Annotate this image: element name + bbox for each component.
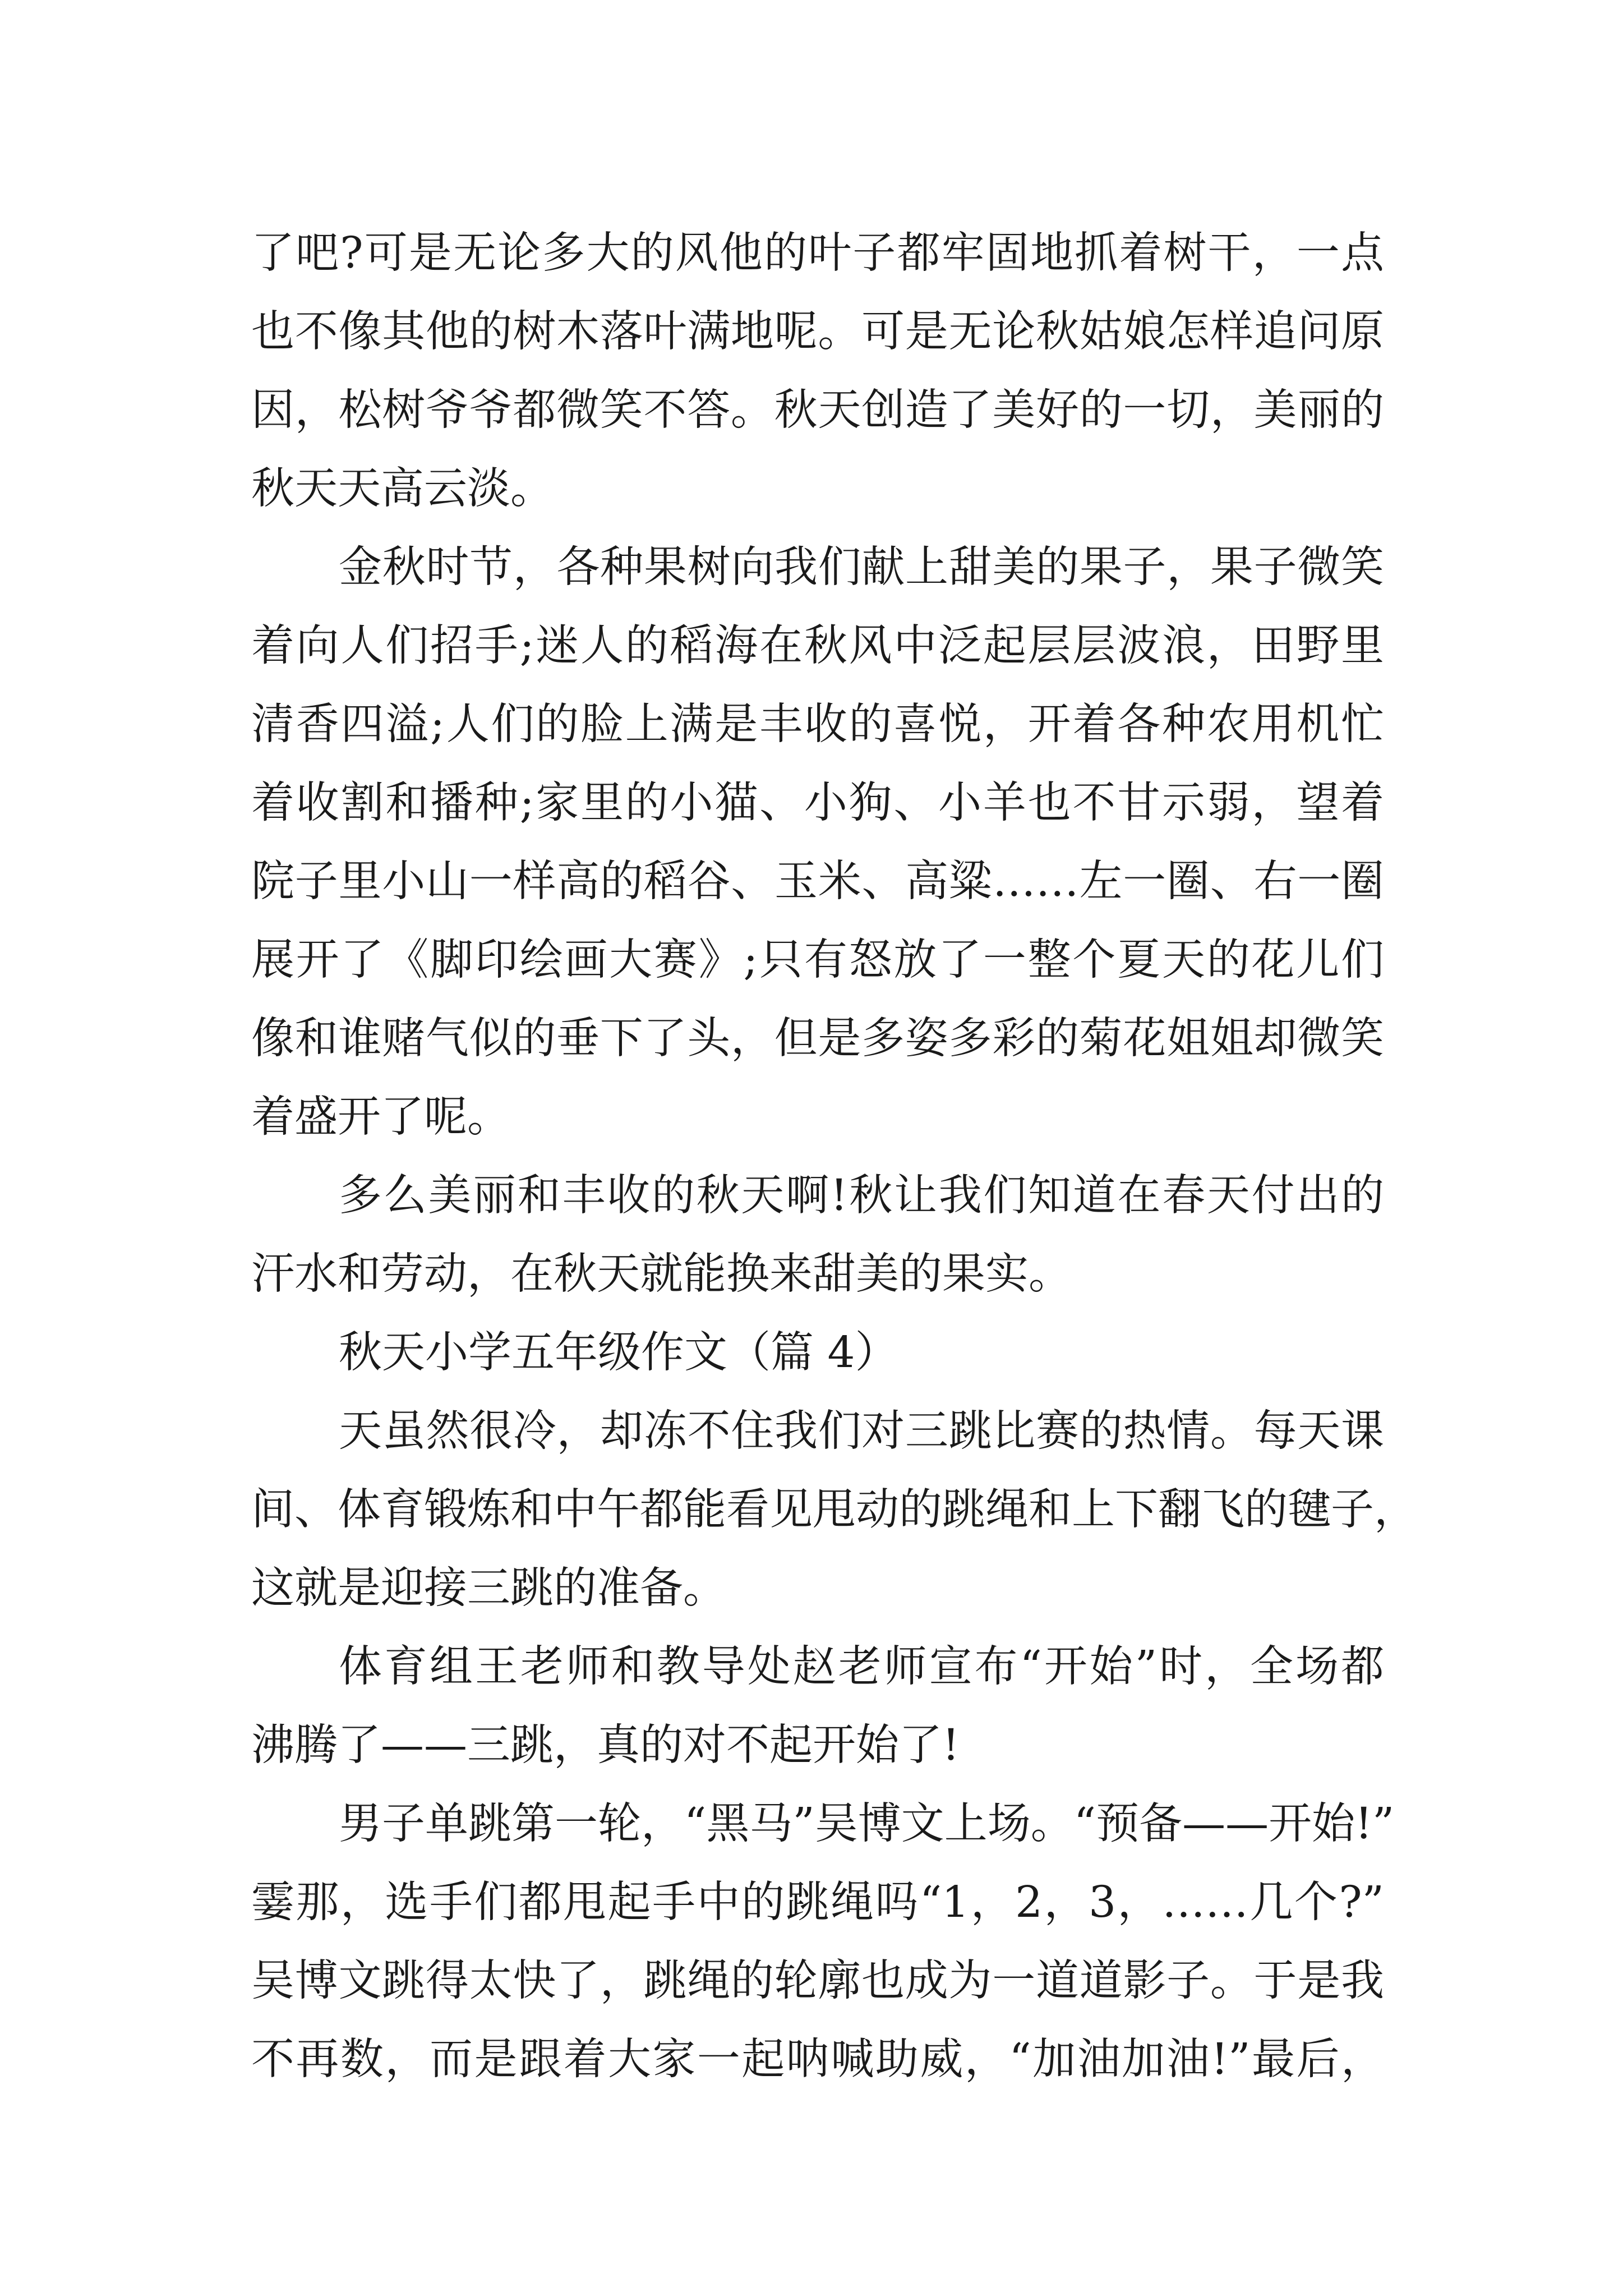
- document-body: [251, 214, 1417, 2099]
- paragraph-line: 金秋时节，各种果树向我们献上甜美的果子，果子微笑: [339, 542, 1384, 592]
- paragraph-line: 沸腾了——三跳，真的对不起开始了!: [251, 1720, 960, 1770]
- paragraph-line: 着盛开了呢。: [251, 1092, 510, 1142]
- paragraph-line: 天虽然很冷，却冻不住我们对三跳比赛的热情。每天课: [339, 1406, 1384, 1456]
- paragraph-line: 霎那，选手们都甩起手中的跳绳吗“1，2，3，……几个?”: [251, 1878, 1384, 1927]
- paragraph-line: 清香四溢;人们的脸上满是丰收的喜悦，开着各种农用机忙: [251, 700, 1384, 749]
- paragraph-line: 不再数，而是跟着大家一起呐喊助威，“加油加油!”最后，: [251, 2035, 1384, 2085]
- paragraph-line: 吴博文跳得太快了，跳绳的轮廓也成为一道道影子。于是我: [251, 1956, 1384, 2006]
- paragraph-line: 像和谁赌气似的垂下了头，但是多姿多彩的菊花姐姐却微笑: [251, 1014, 1384, 1064]
- paragraph-line: 秋天天高云淡。: [251, 464, 554, 514]
- paragraph-line: 也不像其他的树木落叶满地呢。可是无论秋姑娘怎样追问原: [251, 307, 1384, 357]
- paragraph-line: 汗水和劳动，在秋天就能换来甜美的果实。: [251, 1249, 1072, 1299]
- paragraph-line: 展开了《脚印绘画大赛》;只有怒放了一整个夏天的花儿们: [251, 935, 1384, 985]
- paragraph-line: 院子里小山一样高的稻谷、玉米、高粱……左一圈、右一圈: [251, 857, 1384, 907]
- section-heading: 秋天小学五年级作文（篇 4）: [339, 1328, 898, 1378]
- paragraph-line: 了吧?可是无论多大的风他的叶子都牢固地抓着树干，一点: [251, 228, 1384, 278]
- paragraph-line: 因，松树爷爷都微笑不答。秋天创造了美好的一切，美丽的: [251, 385, 1384, 435]
- paragraph-line: 体育组王老师和教导处赵老师宣布“开始”时，全场都: [339, 1642, 1384, 1692]
- paragraph-line: 着收割和播种;家里的小猫、小狗、小羊也不甘示弱，望着: [251, 778, 1384, 828]
- paragraph-line: 着向人们招手;迷人的稻海在秋风中泛起层层波浪，田野里: [251, 621, 1384, 671]
- paragraph-line: 多么美丽和丰收的秋天啊!秋让我们知道在春天付出的: [339, 1171, 1384, 1221]
- paragraph-line: 这就是迎接三跳的准备。: [251, 1563, 726, 1613]
- paragraph-line: 间、体育锻炼和中午都能看见甩动的跳绳和上下翻飞的毽子，: [251, 1485, 1417, 1535]
- paragraph-line: 男子单跳第一轮，“黑马”吴博文上场。“预备——开始!”: [339, 1799, 1395, 1849]
